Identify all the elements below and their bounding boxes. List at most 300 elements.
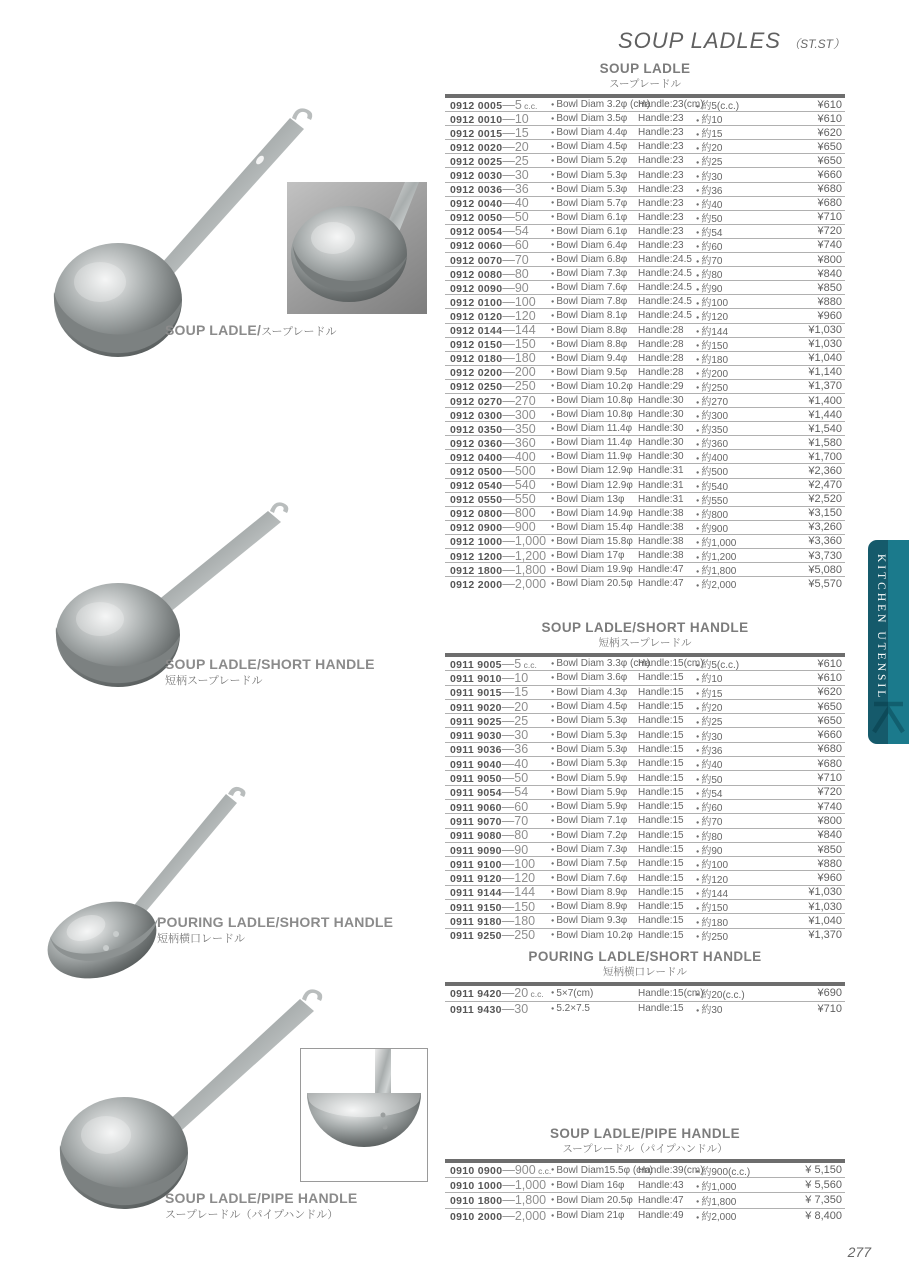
item-code: 0912 0350—350	[450, 421, 536, 436]
table-row	[445, 549, 845, 563]
capacity: ● 約60	[696, 799, 764, 814]
capacity: ● 約350	[696, 421, 764, 436]
capacity: ● 約36	[696, 182, 764, 197]
bowl-diameter: ● Bowl Diam 8.9φ	[551, 887, 638, 898]
item-code: 0912 0030—30	[450, 168, 529, 183]
bowl-diameter: ● Bowl Diam 9.3φ	[551, 915, 638, 926]
handle-length: Handle:15	[638, 858, 684, 870]
bowl-diameter: ● Bowl Diam 12.9φ	[551, 465, 638, 476]
bowl-diameter: ● Bowl Diam 3.2φ (cm)	[551, 99, 638, 110]
table-row	[445, 929, 845, 942]
item-code: 0911 9100—100	[450, 856, 536, 871]
table-row	[445, 479, 845, 493]
table-row	[445, 309, 845, 323]
item-code: 0912 0025—25	[450, 153, 529, 168]
table-body	[445, 94, 845, 590]
handle-length: Handle:23	[638, 225, 684, 237]
price: ¥ 7,350	[805, 1194, 842, 1207]
page-title	[618, 28, 845, 54]
handle-length: Handle:28	[638, 324, 684, 336]
table-row	[445, 814, 845, 828]
bowl-diameter: ● Bowl Diam 7.2φ	[551, 830, 638, 841]
capacity: ● 約2,000	[696, 576, 764, 591]
handle-length: Handle:15	[638, 929, 684, 941]
handle-length: Handle:24.5	[638, 296, 692, 308]
bowl-diameter: ● Bowl Diam 5.3φ	[551, 744, 638, 755]
table-subtitle: スープレードル	[608, 78, 682, 90]
handle-length: Handle:15	[638, 1003, 684, 1015]
bowl-diameter: ● Bowl Diam 5.3φ	[551, 730, 638, 741]
capacity: ● 約80	[696, 266, 764, 281]
item-code: 0911 9180—180	[450, 914, 536, 928]
table-row	[445, 140, 845, 154]
price: ¥1,140	[808, 366, 842, 379]
item-code: 0911 9144—144	[450, 885, 536, 900]
price: ¥1,370	[808, 380, 842, 393]
bowl-diameter: ● Bowl Diam 14.9φ	[551, 508, 638, 519]
price: ¥660	[817, 729, 842, 742]
table-row	[445, 464, 845, 478]
handle-length: Handle:30	[638, 451, 684, 463]
capacity: ● 約50	[696, 210, 764, 225]
handle-length: Handle:15	[638, 715, 684, 727]
capacity: ● 約550	[696, 492, 764, 507]
handle-length: Handle:23	[638, 169, 684, 181]
table-row	[445, 1163, 845, 1178]
capacity: ● 約120	[696, 308, 764, 323]
handle-length: Handle:47	[638, 578, 684, 590]
item-code: 0911 9015—15	[450, 685, 529, 700]
price: ¥ 5,560	[805, 1179, 842, 1192]
pipe-handle-ladle-image	[40, 985, 340, 1215]
bowl-diameter: ● Bowl Diam 3.5φ	[551, 113, 638, 124]
caption-soup-ladle	[165, 322, 337, 340]
capacity: ● 約1,000	[696, 1178, 764, 1193]
price: ¥800	[817, 814, 842, 827]
handle-length: Handle:15	[638, 915, 684, 927]
inset-closeup-image	[287, 182, 427, 314]
capacity: ● 約1,800	[696, 562, 764, 577]
bowl-diameter: ● Bowl Diam 11.4φ	[551, 437, 638, 448]
bowl-diameter: ● Bowl Diam 9.4φ	[551, 353, 638, 364]
capacity: ● 約250	[696, 928, 764, 943]
table-row	[445, 657, 845, 671]
capacity: ● 約540	[696, 478, 764, 493]
table-row	[445, 380, 845, 394]
table-row	[445, 493, 845, 507]
bowl-diameter: ● Bowl Diam 5.9φ	[551, 801, 638, 812]
table-row	[445, 281, 845, 295]
price: ¥1,580	[808, 436, 842, 449]
table-row	[445, 253, 845, 267]
bowl-diameter: ● Bowl Diam 20.5φ	[551, 1195, 638, 1206]
table-row	[445, 338, 845, 352]
bowl-diameter: ● Bowl Diam 15.8φ	[551, 536, 638, 547]
bowl-diameter: ● Bowl Diam 17φ	[551, 550, 638, 561]
caption-pipe-handle	[165, 1190, 357, 1222]
capacity: ● 約30	[696, 728, 764, 743]
item-code: 0912 2000—2,000	[450, 576, 547, 591]
handle-length: Handle:23	[638, 183, 684, 195]
bowl-diameter: ● Bowl Diam 5.9φ	[551, 773, 638, 784]
capacity: ● 約1,200	[696, 548, 764, 563]
caption-jp: スープレードル（パイプハンドル）	[165, 1209, 339, 1221]
item-code: 0912 0120—120	[450, 308, 536, 323]
page-title-text: SOUP LADLES	[617, 28, 781, 53]
item-code: 0911 9025—25	[450, 713, 529, 728]
bowl-diameter: ● Bowl Diam 19.9φ	[551, 564, 638, 575]
bowl-diameter: ● Bowl Diam 5.7φ	[551, 198, 638, 209]
bowl-diameter: ● 5×7(cm)	[551, 988, 638, 999]
table-row	[445, 239, 845, 253]
inset-photo-pipe-handle	[300, 1048, 428, 1182]
item-code: 0911 9070—70	[450, 813, 529, 828]
product-photo-pipe-handle	[40, 985, 340, 1215]
bowl-diameter: ● Bowl Diam 10.2φ	[551, 930, 638, 941]
table-body	[445, 653, 845, 942]
table-row	[445, 352, 845, 366]
item-code: 0912 0036—36	[450, 182, 529, 197]
bowl-diameter: ● Bowl Diam 6.8φ	[551, 254, 638, 265]
bowl-diameter: ● Bowl Diam 8.1φ	[551, 310, 638, 321]
handle-length: Handle:23(cm)	[638, 99, 704, 111]
item-code: 0912 0800—800	[450, 506, 536, 521]
capacity: ● 約144	[696, 323, 764, 338]
bowl-diameter: ● Bowl Diam 5.3φ	[551, 170, 638, 181]
table-row	[445, 743, 845, 757]
item-code: 0912 0060—60	[450, 238, 529, 253]
caption-jp: 短柄スープレードル	[165, 675, 263, 687]
bowl-diameter: ● Bowl Diam 7.6φ	[551, 282, 638, 293]
handle-length: Handle:15	[638, 772, 684, 784]
price: ¥880	[817, 857, 842, 870]
handle-length: Handle:49	[638, 1210, 684, 1222]
price: ¥650	[817, 140, 842, 153]
item-code: 0912 0180—180	[450, 351, 536, 366]
price: ¥710	[817, 211, 842, 224]
handle-length: Handle:15	[638, 701, 684, 713]
bowl-diameter: ● Bowl Diam 6.4φ	[551, 240, 638, 251]
table-title: SOUP LADLE/SHORT HANDLE	[541, 620, 749, 635]
handle-length: Handle:15	[638, 872, 684, 884]
item-code: 0912 0010—10	[450, 111, 529, 126]
item-code: 0911 9040—40	[450, 756, 529, 771]
price: ¥960	[817, 872, 842, 885]
capacity: ● 約900	[696, 520, 764, 535]
price: ¥1,030	[808, 886, 842, 899]
handle-length: Handle:23	[638, 127, 684, 139]
table-row	[445, 154, 845, 168]
table-row	[445, 324, 845, 338]
price: ¥880	[817, 295, 842, 308]
item-code: 0911 9250—250	[450, 928, 536, 943]
handle-length: Handle:15	[638, 729, 684, 741]
price: ¥610	[817, 671, 842, 684]
item-code: 0912 1800—1,800	[450, 562, 547, 577]
handle-length: Handle:23	[638, 155, 684, 167]
price: ¥2,470	[808, 479, 842, 492]
handle-length: Handle:15	[638, 886, 684, 898]
bowl-diameter: ● Bowl Diam 20.5φ	[551, 578, 638, 589]
price: ¥1,040	[808, 914, 842, 927]
price: ¥650	[817, 700, 842, 713]
item-code: 0912 0070—70	[450, 252, 529, 267]
inset-photo-soup-ladle	[287, 182, 427, 314]
table-row	[445, 829, 845, 843]
item-code: 0912 0400—400	[450, 449, 536, 464]
price: ¥650	[817, 714, 842, 727]
bowl-diameter: ● Bowl Diam 5.3φ	[551, 184, 638, 195]
handle-length: Handle:15	[638, 758, 684, 770]
capacity: ● 約150	[696, 337, 764, 352]
table-row	[445, 1178, 845, 1193]
table-row	[445, 700, 845, 714]
capacity: ● 約54	[696, 785, 764, 800]
price: ¥720	[817, 225, 842, 238]
handle-length: Handle:31	[638, 465, 684, 477]
capacity: ● 約120	[696, 871, 764, 886]
capacity: ● 約60	[696, 238, 764, 253]
caption-en: POURING LADLE/SHORT HANDLE	[157, 914, 394, 930]
capacity: ● 約80	[696, 828, 764, 843]
bowl-diameter: ● Bowl Diam 10.8φ	[551, 395, 638, 406]
inset-pipe-bowl-image	[301, 1049, 427, 1181]
capacity: ● 約30	[696, 168, 764, 183]
item-code: 0912 0550—550	[450, 492, 536, 507]
item-code: 0911 9120—120	[450, 871, 536, 886]
page-title-suffix: （ST.ST）	[788, 37, 845, 51]
item-code: 0912 0360—360	[450, 435, 536, 450]
item-code: 0911 9080—80	[450, 828, 529, 843]
item-code: 0911 9054—54	[450, 785, 529, 800]
item-code: 0912 0150—150	[450, 337, 536, 352]
bowl-diameter: ● Bowl Diam 10.8φ	[551, 409, 638, 420]
handle-length: Handle:15	[638, 786, 684, 798]
table-section-soup-ladle	[445, 61, 845, 590]
kitchen-utensil-tab[interactable]	[868, 540, 909, 744]
item-code: 0912 0020—20	[450, 139, 529, 154]
bowl-diameter: ● Bowl Diam 8.8φ	[551, 325, 638, 336]
table-row	[445, 422, 845, 436]
price: ¥740	[817, 800, 842, 813]
table-row	[445, 914, 845, 928]
capacity: ● 約1,000	[696, 534, 764, 549]
item-code: 0911 9005—5 c.c.	[450, 656, 537, 671]
table-row	[445, 563, 845, 577]
page-number: 277	[847, 1244, 871, 1260]
price: ¥620	[817, 126, 842, 139]
item-code: 0911 9090—90	[450, 842, 529, 857]
table-row	[445, 197, 845, 211]
capacity: ● 約15	[696, 125, 764, 140]
handle-length: Handle:38	[638, 507, 684, 519]
bowl-diameter: ● Bowl Diam 3.3φ (cm)	[551, 658, 638, 669]
price: ¥740	[817, 239, 842, 252]
table-title: SOUP LADLE	[599, 61, 691, 76]
table-row	[445, 267, 845, 281]
price: ¥1,030	[808, 900, 842, 913]
capacity: ● 約250	[696, 379, 764, 394]
handle-length: Handle:23	[638, 239, 684, 251]
capacity: ● 約36	[696, 742, 764, 757]
handle-length: Handle:47	[638, 1194, 684, 1206]
item-code: 0912 0005—5 c.c.	[450, 97, 538, 112]
table-row	[445, 843, 845, 857]
table-row	[445, 714, 845, 728]
handle-length: Handle:30	[638, 423, 684, 435]
price: ¥680	[817, 757, 842, 770]
handle-length: Handle:24.5	[638, 254, 692, 266]
price: ¥3,150	[808, 507, 842, 520]
handle-length: Handle:31	[638, 479, 684, 491]
item-code: 0912 0050—50	[450, 210, 529, 225]
price: ¥660	[817, 169, 842, 182]
price: ¥840	[817, 267, 842, 280]
bowl-diameter: ● Bowl Diam 5.2φ	[551, 155, 638, 166]
handle-length: Handle:43	[638, 1179, 684, 1191]
table-row	[445, 1209, 845, 1223]
bowl-diameter: ● 5.2×7.5	[551, 1003, 638, 1014]
caption-en: SOUP LADLE/	[165, 322, 262, 338]
bowl-diameter: ● Bowl Diam 21φ	[551, 1210, 638, 1221]
price: ¥ 8,400	[805, 1209, 842, 1222]
handle-length: Handle:28	[638, 338, 684, 350]
item-code: 0912 0040—40	[450, 196, 529, 211]
price: ¥620	[817, 686, 842, 699]
caption-pouring-ladle	[157, 914, 393, 946]
handle-length: Handle:31	[638, 493, 684, 505]
capacity: ● 約100	[696, 294, 764, 309]
bowl-diameter: ● Bowl Diam 4.4φ	[551, 127, 638, 138]
capacity: ● 約20(c.c.)	[696, 986, 764, 1001]
item-code: 0912 0015—15	[450, 125, 529, 140]
capacity: ● 約1,800	[696, 1193, 764, 1208]
handle-length: Handle:15	[638, 686, 684, 698]
capacity: ● 約150	[696, 899, 764, 914]
price: ¥960	[817, 309, 842, 322]
table-row	[445, 225, 845, 239]
pouring-ladle-image	[20, 780, 270, 980]
caption-en: SOUP LADLE/PIPE HANDLE	[165, 1190, 358, 1206]
table-section-short-handle	[445, 620, 845, 942]
item-code: 0911 9036—36	[450, 742, 529, 757]
handle-length: Handle:23	[638, 211, 684, 223]
capacity: ● 約70	[696, 813, 764, 828]
table-row	[445, 671, 845, 685]
tab-logo-icon	[871, 696, 906, 738]
capacity: ● 約20	[696, 699, 764, 714]
price: ¥850	[817, 281, 842, 294]
capacity: ● 約2,000	[696, 1208, 764, 1223]
item-code: 0910 0900—900 c.c.	[450, 1163, 551, 1178]
price: ¥1,440	[808, 408, 842, 421]
table-row	[445, 112, 845, 126]
item-code: 0910 1000—1,000	[450, 1178, 547, 1193]
bowl-diameter: ● Bowl Diam 6.1φ	[551, 226, 638, 237]
handle-length: Handle:38	[638, 521, 684, 533]
table-row	[445, 871, 845, 885]
handle-length: Handle:15	[638, 844, 684, 855]
table-row	[445, 168, 845, 182]
table-title: POURING LADLE/SHORT HANDLE	[528, 949, 762, 964]
price: ¥1,040	[808, 352, 842, 365]
handle-length: Handle:23	[638, 141, 684, 153]
price: ¥1,030	[808, 324, 842, 337]
bowl-diameter: ● Bowl Diam 8.8φ	[551, 339, 638, 350]
price: ¥2,520	[808, 493, 842, 506]
item-code: 0910 2000—2,000	[450, 1208, 547, 1223]
price: ¥ 5,150	[805, 1164, 842, 1177]
price: ¥610	[817, 657, 842, 670]
handle-length: Handle:15	[638, 672, 684, 684]
bowl-diameter: ● Bowl Diam 12.9φ	[551, 480, 638, 491]
bowl-diameter: ● Bowl Diam 7.3φ	[551, 268, 638, 279]
table-row	[445, 98, 845, 112]
caption-jp: 短柄横口レードル	[157, 933, 245, 945]
bowl-diameter: ● Bowl Diam 6.1φ	[551, 212, 638, 223]
table-row	[445, 857, 845, 871]
capacity: ● 約10	[696, 111, 764, 126]
table-body	[445, 982, 845, 1016]
table-row	[445, 183, 845, 197]
price: ¥3,260	[808, 521, 842, 534]
price: ¥1,700	[808, 450, 842, 463]
item-code: 0911 9030—30	[450, 728, 529, 743]
price: ¥850	[817, 843, 842, 856]
capacity: ● 約300	[696, 407, 764, 422]
bowl-diameter: ● Bowl Diam15.5φ (cm)	[551, 1165, 638, 1176]
table-row	[445, 535, 845, 549]
capacity: ● 約15	[696, 685, 764, 700]
capacity: ● 約5(c.c.)	[696, 656, 764, 671]
bowl-diameter: ● Bowl Diam 10.2φ	[551, 381, 638, 392]
table-row	[445, 686, 845, 700]
bowl-diameter: ● Bowl Diam 7.6φ	[551, 873, 638, 884]
price: ¥800	[817, 253, 842, 266]
handle-length: Handle:23	[638, 113, 684, 125]
caption-en: SOUP LADLE/SHORT HANDLE	[165, 656, 375, 672]
capacity: ● 約400	[696, 449, 764, 464]
bowl-diameter: ● Bowl Diam 8.9φ	[551, 901, 638, 912]
table-row	[445, 886, 845, 900]
price: ¥720	[817, 786, 842, 799]
table-row	[445, 408, 845, 422]
handle-length: Handle:15(cm)	[638, 987, 704, 999]
table-row	[445, 295, 845, 309]
price: ¥610	[817, 98, 842, 111]
capacity: ● 約360	[696, 435, 764, 450]
table-row	[445, 126, 845, 140]
table-row	[445, 366, 845, 380]
item-code: 0912 0054—54	[450, 224, 529, 239]
price: ¥3,360	[808, 535, 842, 548]
handle-length: Handle:38	[638, 535, 684, 547]
item-code: 0912 0090—90	[450, 280, 529, 295]
table-row	[445, 577, 845, 590]
capacity: ● 約5(c.c.)	[696, 97, 764, 112]
bowl-diameter: ● Bowl Diam 7.1φ	[551, 815, 638, 826]
item-code: 0911 9420—20 c.c.	[450, 986, 544, 1001]
bowl-diameter: ● Bowl Diam 11.9φ	[551, 451, 638, 462]
handle-length: Handle:15	[638, 901, 684, 913]
table-subtitle: 短柄スープレードル	[598, 637, 692, 649]
handle-length: Handle:30	[638, 437, 684, 449]
bowl-diameter: ● Bowl Diam 4.3φ	[551, 687, 638, 698]
bowl-diameter: ● Bowl Diam 5.3φ	[551, 715, 638, 726]
capacity: ● 約54	[696, 224, 764, 239]
price: ¥1,400	[808, 394, 842, 407]
item-code: 0911 9060—60	[450, 799, 529, 814]
